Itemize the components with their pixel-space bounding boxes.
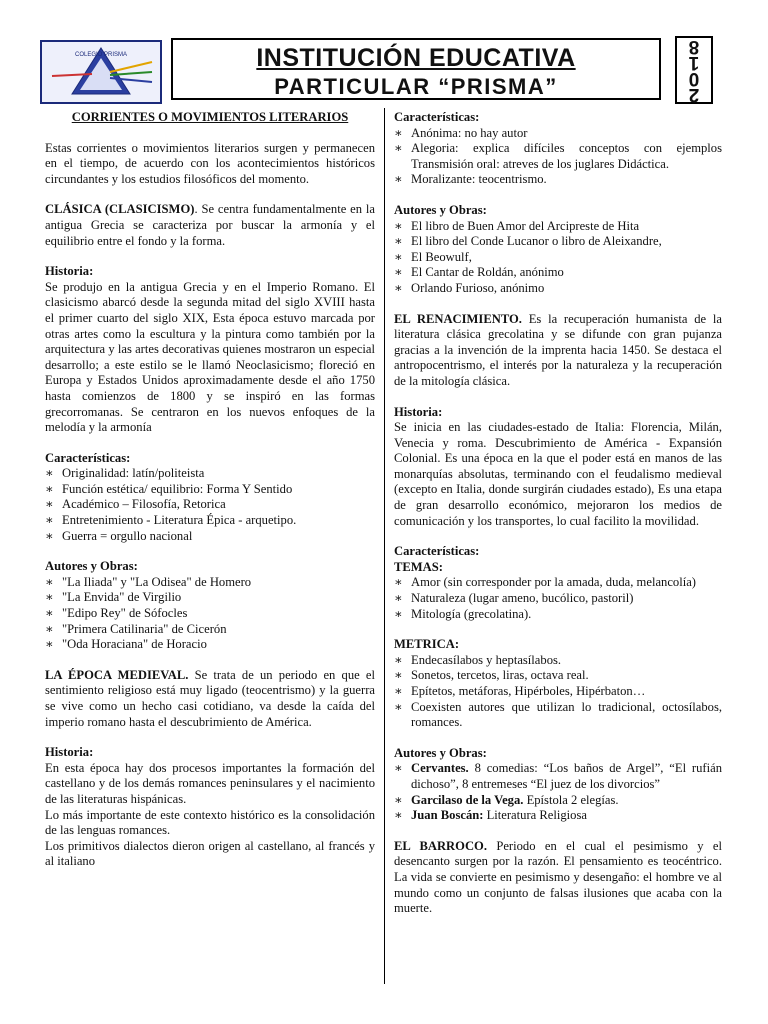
clasica-heading: CLÁSICA (CLASICISMO) xyxy=(45,202,195,217)
autores-heading: Autores y Obras: xyxy=(394,202,487,217)
list-item: ∗ Amor (sin corresponder por la amada, duda, melancolía) xyxy=(394,575,722,591)
column-divider xyxy=(384,108,385,984)
right-column xyxy=(394,110,722,917)
left-column xyxy=(45,110,375,870)
caracteristicas-list xyxy=(45,466,375,544)
list-item xyxy=(394,761,722,792)
list-item: ∗ El libro de Buen Amor del Arcipreste de Hita xyxy=(394,219,722,235)
temas-list xyxy=(394,575,722,622)
list-item: ∗ El Cantar de Roldán, anónimo xyxy=(394,265,722,281)
clasica-paragraph xyxy=(45,202,375,249)
list-item xyxy=(394,808,722,824)
list-item: ∗ Endecasílabos y heptasílabos. xyxy=(394,653,722,669)
intro-paragraph: Estas corrientes o movimientos literarios surgen y permanecen en el tiempo, de acuerdo con los acontecimientos históricos circundantes y los estudios filosóficos del momento. xyxy=(45,140,375,186)
historia-heading: Historia: xyxy=(45,264,94,279)
autores-heading: Autores y Obras: xyxy=(45,559,138,574)
renacimiento-paragraph xyxy=(394,312,722,390)
list-item: ∗ "La Envida" de Virgilio xyxy=(45,590,375,606)
barroco-heading: EL BARROCO. xyxy=(394,838,487,853)
author-works: 8 comedias: “Los baños de Argel”, “El rufián dichoso”, 8 entremeses “El juez de los divorcios” xyxy=(411,761,722,791)
historia2-paragraph: Lo más importante de este contexto histórico es la consolidación de las lenguas romances. xyxy=(45,807,375,838)
renacimiento-heading: EL RENACIMIENTO. xyxy=(394,311,522,326)
barroco-text: Periodo en el cual el pesimismo y el desencanto surgen por la razón. El pensamiento es teocéntrico. La vida se convierte en pesimismo y desengaño: el hombre ve al mundo como un conjunto de falsas ilusiones que acaba con la muerte. xyxy=(394,838,722,916)
list-item: ∗ "Oda Horaciana" de Horacio xyxy=(45,637,375,653)
list-item: ∗ Naturaleza (lugar ameno, bucólico, pastoril) xyxy=(394,591,722,607)
list-item: ∗ Alegoria: explica difíciles conceptos con ejemplos Transmisión oral: atreves de los juglares Didáctica. xyxy=(394,141,722,172)
logo-text: COLEGIO PRISMA xyxy=(74,52,128,58)
list-item: ∗ Función estética/ equilibrio: Forma Y Sentido xyxy=(45,482,375,498)
year-digit: 2 xyxy=(688,84,700,105)
section-title: CORRIENTES O MOVIMIENTOS LITERARIOS xyxy=(71,110,349,124)
year-digit: 1 xyxy=(688,52,700,73)
author-works: Literatura Religiosa xyxy=(483,808,587,823)
list-item: ∗ "Edipo Rey" de Sófocles xyxy=(45,606,375,622)
author-works: Epístola 2 elegías. xyxy=(523,792,619,807)
historia2-paragraph: En esta época hay dos procesos importantes la formación del castellano y de los demás romances peninsulares y el nacimiento de las literaturas hispánicas. xyxy=(45,760,375,806)
school-logo xyxy=(40,40,162,104)
list-item: ∗ El Beowulf, xyxy=(394,250,722,266)
list-item: ∗ Guerra = orgullo nacional xyxy=(45,529,375,545)
list-item: ∗ Entretenimiento - Literatura Épica - arquetipo. xyxy=(45,513,375,529)
medieval-text: Se trata de un periodo en que el sentimiento religioso está muy ligado (teocentrismo) y la guerra se vive como un hecho casi cotidiano, va desde la caída del imperio romano hasta el descubrimiento de América. xyxy=(45,667,375,729)
metrica-heading: METRICA: xyxy=(394,637,460,652)
list-item: ∗ "La Iliada" y "La Odisea" de Homero xyxy=(45,575,375,591)
medieval-paragraph xyxy=(45,668,375,730)
author-name: Garcilaso de la Vega. xyxy=(411,792,524,807)
historia-paragraph: Se produjo en la antigua Grecia y en el Imperio Romano. El clasicismo abarcó desde la segunda mitad del siglo XVIII hasta el primer cuarto del siglo XIX, Esta época estuvo marcada por otras artes como la escultura y la pintura como también por la arquitectura y las artes decorativas quienes mostraron un especial desarrollo; a este estilo se le llamó Neoclasicismo; floreció en Europa y Estados Unidos aproximadamente desde el año 1750 hasta comienzos de 1800 y se inspiró en las formas grecorromanas. Se centraron en los nuevos enfoques de la melodía y la armonía xyxy=(45,279,375,435)
medieval-heading: LA ÉPOCA MEDIEVAL. xyxy=(45,667,189,682)
author-name: Juan Boscán: xyxy=(411,808,484,823)
list-item xyxy=(394,793,722,809)
list-item: ∗ Coexisten autores que utilizan lo tradicional, octosílabos, romances. xyxy=(394,700,722,731)
clasica-text: . Se centra fundamentalmente en la antigua Grecia se caracteriza por buscar la armonía y el equilibrio entre el fondo y la forma. xyxy=(45,202,376,248)
barroco-paragraph xyxy=(394,839,722,917)
header-title-box xyxy=(171,38,661,100)
autores-list xyxy=(45,575,375,653)
list-item: ∗ Epítetos, metáforas, Hipérboles, Hipérbaton… xyxy=(394,684,722,700)
autores2-list xyxy=(394,761,722,823)
historia2-heading: Historia: xyxy=(45,745,94,760)
institution-name: PARTICULAR “PRISMA” xyxy=(274,74,558,99)
prism-logo-icon xyxy=(42,42,160,102)
author-name: Cervantes. xyxy=(411,761,469,776)
year-digit: 0 xyxy=(688,68,700,89)
list-item: ∗ Sonetos, tercetos, liras, octava real. xyxy=(394,668,722,684)
historia-heading: Historia: xyxy=(394,404,443,419)
caracteristicas-list xyxy=(394,126,722,188)
metrica-list xyxy=(394,653,722,731)
list-item: ∗ El libro del Conde Lucanor o libro de Aleixandre, xyxy=(394,234,722,250)
caracteristicas2-heading: Características: xyxy=(394,544,480,559)
year-box xyxy=(675,36,713,104)
year-digit: 8 xyxy=(688,36,700,57)
autores2-heading: Autores y Obras: xyxy=(394,745,487,760)
historia2-paragraph: Los primitivos dialectos dieron origen al castellano, al francés y al italiano xyxy=(45,838,375,869)
renacimiento-text: Es la recuperación humanista de la literatura clásica grecolatina y se difunde con gran pujanza gracias a la invención de la imprenta hacia 1450. Se destaca el antropocentrismo, el interés por la naturaleza y la recuperación de la mitología clásica. xyxy=(394,311,722,388)
caracteristicas-heading: Características: xyxy=(394,110,480,124)
list-item: ∗ "Primera Catilinaria" de Cicerón xyxy=(45,622,375,638)
historia-paragraph: Se inicia en las ciudades-estado de Italia: Florencia, Milán, Venecia y roma. Descubrimiento de América - Expansión Colonial. Es una época en la que el poder está en manos de las monarquías absolutas, terminando con el feudalismo medieval (excepto en Italia, donde surgirán ciudades estado), Es una etapa de gran desarrollo económico, mejoraron los medios de comunicación y los transportes, lo cual facilito la movilidad. xyxy=(394,420,722,528)
list-item: ∗ Mitología (grecolatina). xyxy=(394,607,722,623)
caracteristicas-heading: Características: xyxy=(45,450,131,465)
list-item: ∗ Orlando Furioso, anónimo xyxy=(394,281,722,297)
list-item: ∗ Moralizante: teocentrismo. xyxy=(394,172,722,188)
temas-heading: TEMAS: xyxy=(394,559,443,574)
list-item: ∗ Originalidad: latín/politeista xyxy=(45,466,375,482)
institution-title: INSTITUCIÓN EDUCATIVA xyxy=(256,44,576,72)
list-item: ∗ Académico – Filosofía, Retorica xyxy=(45,497,375,513)
autores-list xyxy=(394,219,722,297)
list-item: ∗ Anónima: no hay autor xyxy=(394,126,722,142)
